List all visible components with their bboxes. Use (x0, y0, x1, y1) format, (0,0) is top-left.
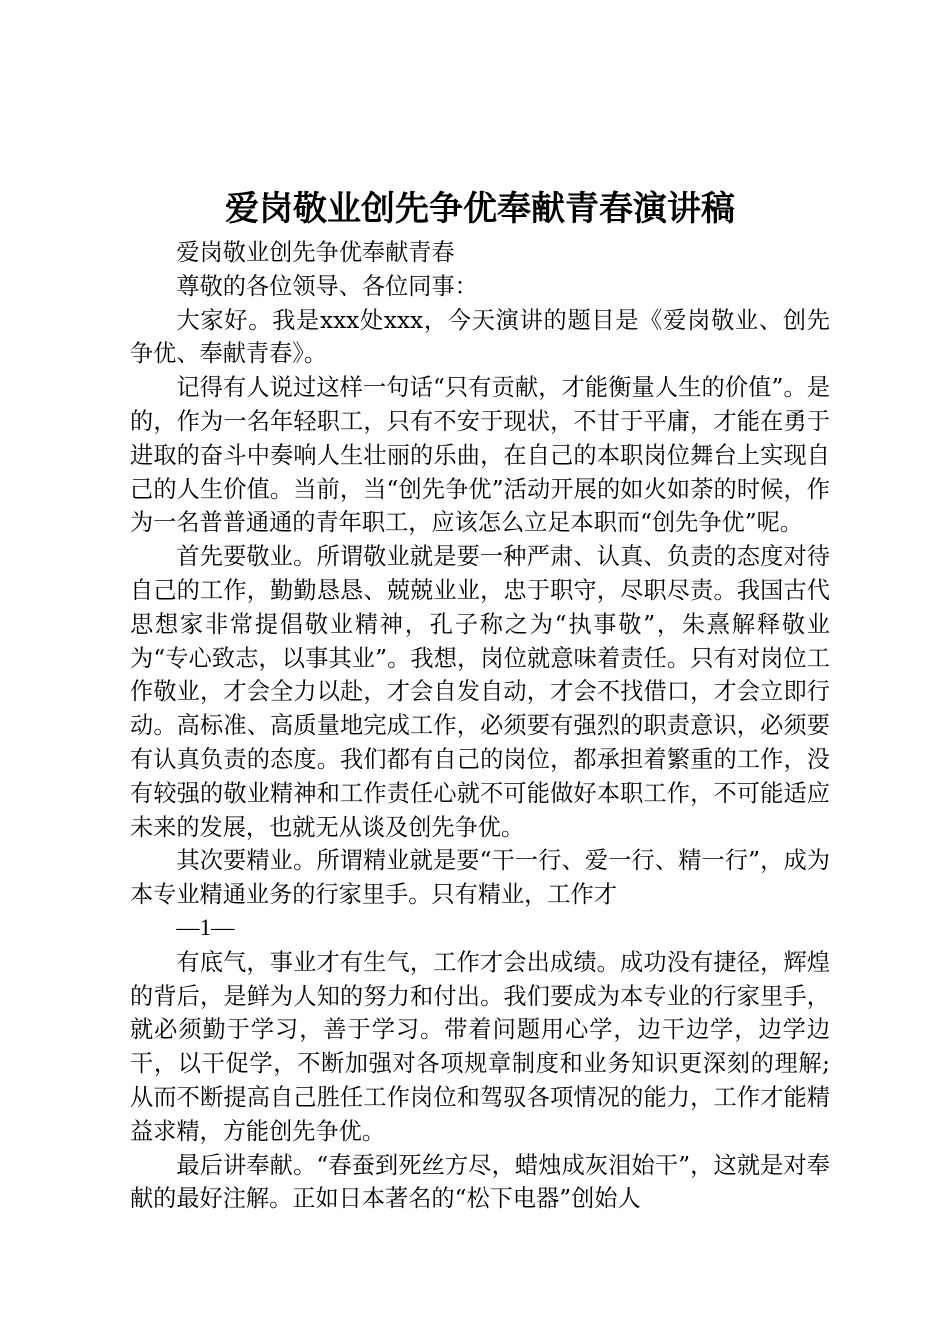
body-paragraph: 首先要敬业。所谓敬业就是要一种严肃、认真、负责的态度对待自己的工作，勤勤恳恳、兢兢业业，忠于职守，尽职尽责。我国古代思想家非常提倡敬业精神，孔子称之为“执事敬”，朱熹解释敬业为“专心致志，以事其业”。我想，岗位就意味着责任。只有对岗位工作敬业，才会全力以赴，才会自发自动，才会不找借口，才会立即行动。高标准、高质量地完成工作，必须要有强烈的职责意识，必须要有认真负责的态度。我们都有自己的岗位，都承担着繁重的工作，没有较强的敬业精神和工作责任心就不可能做好本职工作，不可能适应未来的发展，也就无从谈及创先争优。 (130, 543, 830, 841)
page-number: —1— (176, 914, 235, 941)
body-paragraph: 最后讲奉献。“春蚕到死丝方尽，蜡烛成灰泪始干”，这就是对奉献的最好注解。正如日本著名的“松下电器”创始人 (130, 1151, 830, 1213)
document-title: 爱岗敬业创先争优奉献青春演讲稿 (225, 189, 735, 229)
salutation-paragraph: 尊敬的各位领导、各位同事： (176, 272, 478, 300)
document-body (130, 236, 830, 1216)
body-paragraph: 其次要精业。所谓精业就是要“干一行、爱一行、精一行”，成为本专业精通业务的行家里手。只有精业，工作才 (130, 847, 830, 909)
greeting-paragraph: 大家好。我是xxx处xxx，今天演讲的题目是《爱岗敬业、创先争优、奉献青春》。 (130, 306, 830, 368)
subtitle-paragraph: 爱岗敬业创先争优奉献青春 (176, 239, 455, 266)
body-paragraph: 记得有人说过这样一句话“只有贡献，才能衡量人生的价值”。是的，作为一名年轻职工，只有不安于现状，不甘于平庸，才能在勇于进取的奋斗中奏响人生壮丽的乐曲，在自己的本职岗位舞台上实现自己的人生价值。当前，当“创先争优”活动开展的如火如荼的时候，作为一名普普通通的青年职工，应该怎么立足本职而“创先争优”呢。 (130, 374, 830, 537)
body-paragraph: 有底气，事业才有生气，工作才会出成绩。成功没有捷径，辉煌的背后，是鲜为人知的努力和付出。我们要成为本专业的行家里手，就必须勤于学习，善于学习。带着问题用心学，边干边学，边学边干，以干促学，不断加强对各项规章制度和业务知识更深刻的理解;从而不断提高自己胜任工作岗位和驾驭各项情况的能力，工作才能精益求精，方能创先争优。 (130, 948, 830, 1145)
